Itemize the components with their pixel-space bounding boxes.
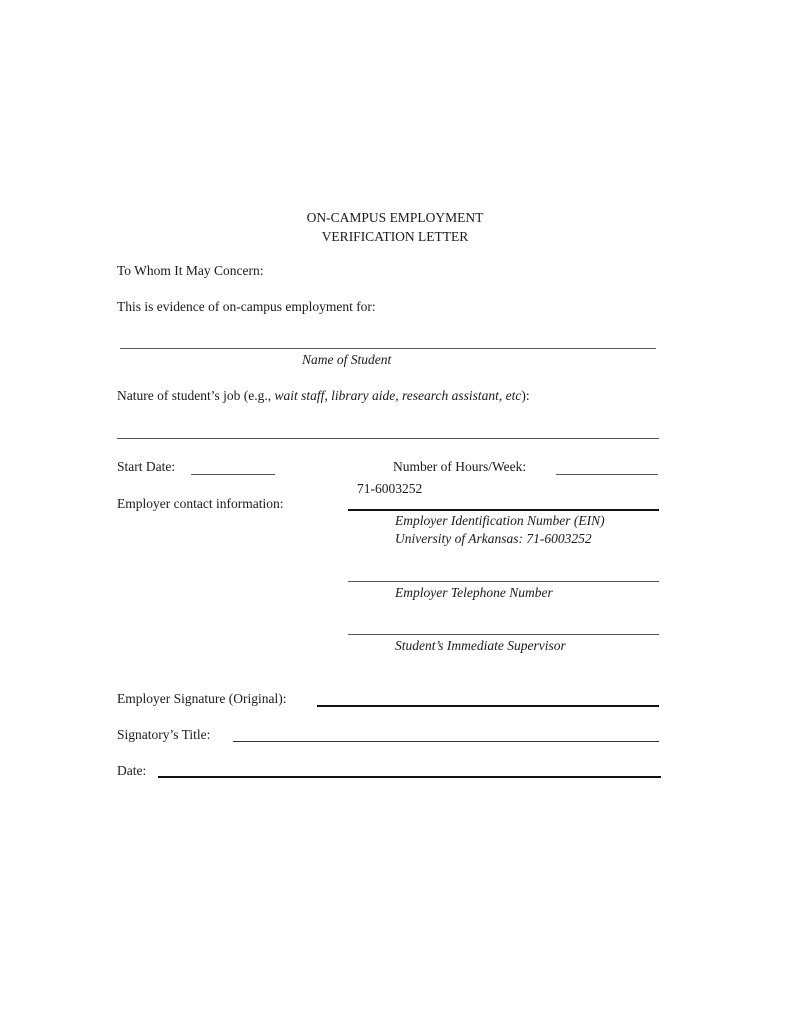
signature-label: Employer Signature (Original): <box>117 691 287 706</box>
ein-value[interactable]: 71-6003252 <box>357 481 423 496</box>
ein-note: University of Arkansas: 71-6003252 <box>395 531 592 546</box>
signatory-title-field[interactable] <box>233 741 659 742</box>
date-field[interactable] <box>158 776 661 778</box>
job-nature-field[interactable] <box>117 438 659 439</box>
salutation: To Whom It May Concern: <box>117 263 264 278</box>
job-nature-label <box>117 388 530 404</box>
intro-text: This is evidence of on-campus employment for: <box>117 299 376 314</box>
signature-field[interactable] <box>317 705 659 707</box>
date-label: Date: <box>117 763 147 778</box>
ein-field-line <box>348 509 659 511</box>
student-name-caption: Name of Student <box>302 352 392 367</box>
signatory-title-label: Signatory’s Title: <box>117 727 211 742</box>
telephone-caption: Employer Telephone Number <box>395 585 553 600</box>
title-line-2: VERIFICATION LETTER <box>321 229 469 244</box>
supervisor-field[interactable] <box>348 634 659 635</box>
student-name-field[interactable] <box>120 348 656 349</box>
start-date-field[interactable] <box>191 474 275 475</box>
supervisor-caption: Student’s Immediate Supervisor <box>395 638 566 653</box>
ein-caption: Employer Identification Number (EIN) <box>395 513 605 528</box>
start-date-label: Start Date: <box>117 459 176 474</box>
title-line-1: ON-CAMPUS EMPLOYMENT <box>306 210 484 225</box>
job-nature-label-prefix: Nature of student’s job (e.g., <box>117 388 275 403</box>
telephone-field[interactable] <box>348 581 659 582</box>
employer-contact-label: Employer contact information: <box>117 496 284 511</box>
hours-per-week-label: Number of Hours/Week: <box>393 459 527 474</box>
job-nature-label-suffix: ): <box>521 388 530 403</box>
hours-per-week-field[interactable] <box>556 474 658 475</box>
job-nature-examples: wait staff, library aide, research assistant, etc <box>274 388 522 403</box>
